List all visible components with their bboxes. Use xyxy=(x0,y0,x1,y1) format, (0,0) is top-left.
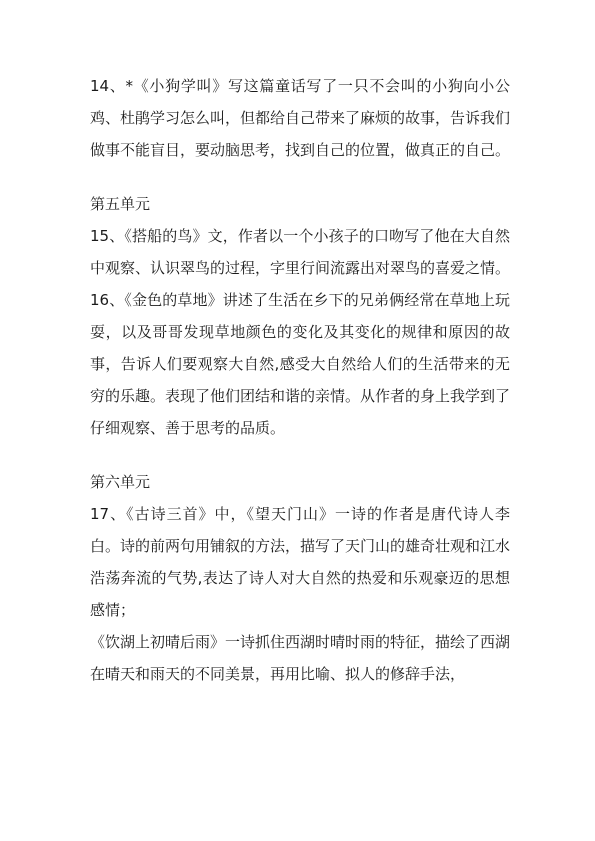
document-page xyxy=(90,70,510,690)
paragraph-lesson-14: 14、*《小狗学叫》写这篇童话写了一只不会叫的小狗向小公鸡、杜鹃学习怎么叫，但都给自己带来了麻烦的故事，告诉我们做事不能盲目，要动脑思考，找到自己的位置，做真正的自己。 xyxy=(90,77,511,159)
unit-heading-5: 第五单元 xyxy=(90,195,151,213)
unit-heading-6: 第六单元 xyxy=(90,473,151,491)
paragraph-lesson-15: 15、《搭船的鸟》文，作者以一个小孩子的口吻写了他在大自然中观察、认识翠鸟的过程，字里行间流露出对翠鸟的喜爱之情。 xyxy=(90,227,511,277)
paragraph-lesson-17: 17、《古诗三首》中，《望天门山》一诗的作者是唐代诗人李白。诗的前两句用铺叙的方法，描写了天门山的雄奇壮观和江水浩荡奔流的气势,表达了诗人对大自然的热爱和乐观豪迈的思想感情； xyxy=(90,505,511,619)
section-gap xyxy=(90,166,510,188)
section-gap xyxy=(90,444,510,466)
paragraph-lesson-16: 16、《金色的草地》讲述了生活在乡下的兄弟俩经常在草地上玩耍，以及哥哥发现草地颜色的变化及其变化的规律和原因的故事，告诉人们要观察大自然,感受大自然给人们的生活带来的无穷的乐趣。表现了他们团结和谐的亲情。从作者的身上我学到了仔细观察、善于思考的品质。 xyxy=(90,291,511,437)
paragraph-lesson-17-poem-2: 《饮湖上初晴后雨》一诗抓住西湖时晴时雨的特征，描绘了西湖在晴天和雨天的不同美景，再用比喻、拟人的修辞手法， xyxy=(90,633,511,683)
